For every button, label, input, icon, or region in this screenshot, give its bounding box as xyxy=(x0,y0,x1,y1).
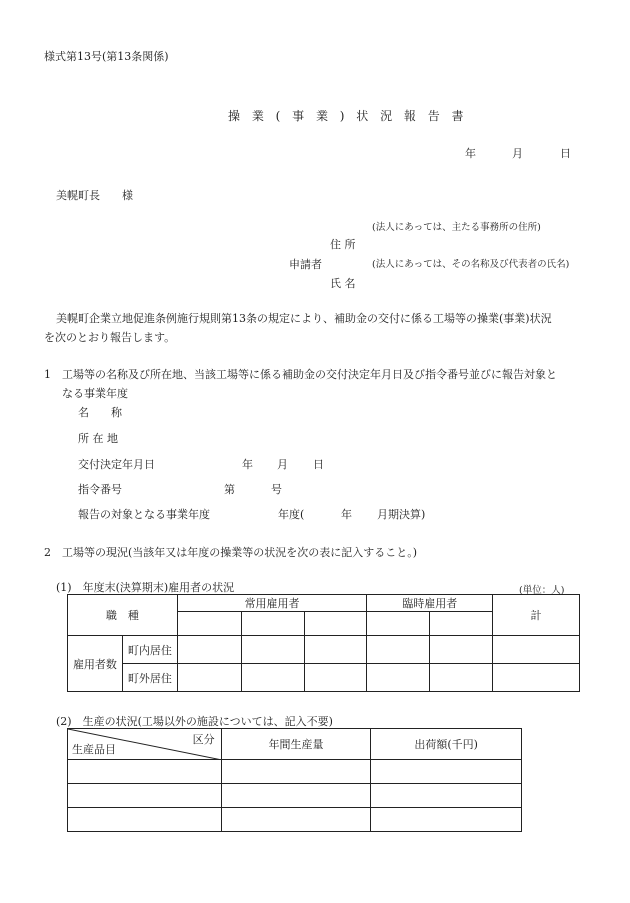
regular-subtype-cell[interactable] xyxy=(241,612,304,636)
name-note: (法人にあっては、その名称及び代表者の氏名) xyxy=(372,259,570,270)
production-table xyxy=(67,728,522,832)
facility-location-label: 所 在 地 xyxy=(78,432,118,445)
header-category: 区分 xyxy=(192,733,215,746)
header-total: 計 xyxy=(493,595,580,636)
employment-table xyxy=(67,594,580,692)
order-number-label: 指令番号 xyxy=(78,483,122,496)
table-cell[interactable] xyxy=(430,636,493,664)
row-out-town-label: 町外居住 xyxy=(122,664,177,692)
employment-table-title: (1) 年度末(決算期末)雇用者の状況 xyxy=(56,581,235,594)
page-title: 操 業 ( 事 業 ) 状 況 報 告 書 xyxy=(228,109,468,123)
row-employees-label: 雇用者数 xyxy=(68,636,123,692)
fiscal-nendo-label: 年度( xyxy=(278,508,305,521)
table-cell[interactable] xyxy=(367,636,430,664)
header-job-type: 職 種 xyxy=(68,595,178,636)
table-cell[interactable] xyxy=(493,664,580,692)
table-cell[interactable] xyxy=(304,636,367,664)
header-shipment-value: 出荷額(千円) xyxy=(371,729,522,760)
order-go-label: 号 xyxy=(271,483,282,496)
header-product: 生産品目 xyxy=(72,743,116,756)
name-label: 氏 名 xyxy=(330,277,356,290)
regular-subtype-cell[interactable] xyxy=(304,612,367,636)
address-label: 住 所 xyxy=(330,238,356,251)
date-day-label: 日 xyxy=(560,147,571,160)
order-dai-label: 第 xyxy=(224,483,235,496)
facility-name-label: 名 称 xyxy=(78,406,122,419)
production-table-title: (2) 生産の状況(工場以外の施設については、記入不要) xyxy=(56,715,333,728)
row-in-town-label: 町内居住 xyxy=(122,636,177,664)
header-temporary-employees: 臨時雇用者 xyxy=(367,595,493,612)
table-cell[interactable] xyxy=(221,808,371,832)
decision-year-label: 年 xyxy=(242,458,253,471)
body-text-line1: 美幌町企業立地促進条例施行規則第13条の規定により、補助金の交付に係る工場等の操業(事業)状況 xyxy=(56,312,552,325)
header-regular-employees: 常用雇用者 xyxy=(177,595,367,612)
applicant-label: 申請者 xyxy=(289,258,322,271)
temporary-subtype-cell[interactable] xyxy=(430,612,493,636)
table-cell[interactable] xyxy=(221,760,371,784)
table-cell[interactable] xyxy=(371,808,522,832)
table-cell[interactable] xyxy=(68,808,222,832)
regular-subtype-cell[interactable] xyxy=(177,612,241,636)
temporary-subtype-cell[interactable] xyxy=(367,612,430,636)
fiscal-year-unit: 年 xyxy=(341,508,352,521)
table-cell[interactable] xyxy=(304,664,367,692)
section1-heading-line1: 1 工場等の名称及び所在地、当該工場等に係る補助金の交付決定年月日及び指令番号並びに報告対象と xyxy=(44,368,557,381)
table-cell[interactable] xyxy=(221,784,371,808)
date-month-label: 月 xyxy=(512,147,523,160)
address-note: (法人にあっては、主たる事務所の住所) xyxy=(372,222,541,233)
body-text-line2: を次のとおり報告します。 xyxy=(44,331,176,344)
decision-date-label: 交付決定年月日 xyxy=(78,458,155,471)
fiscal-month-end-label: 月期決算) xyxy=(377,508,426,521)
table-cell[interactable] xyxy=(367,664,430,692)
fiscal-year-label: 報告の対象となる事業年度 xyxy=(78,508,210,521)
section1-heading-line2: なる事業年度 xyxy=(62,387,128,400)
table-cell[interactable] xyxy=(241,664,304,692)
table-cell[interactable] xyxy=(68,784,222,808)
section2-heading: 2 工場等の現況(当該年又は年度の操業等の状況を次の表に記入すること。) xyxy=(44,546,418,559)
table-cell[interactable] xyxy=(177,636,241,664)
header-diagonal-cell xyxy=(68,729,222,760)
decision-month-label: 月 xyxy=(277,458,288,471)
header-annual-production: 年間生産量 xyxy=(221,729,371,760)
decision-day-label: 日 xyxy=(313,458,324,471)
table-cell[interactable] xyxy=(371,760,522,784)
date-year-label: 年 xyxy=(465,147,476,160)
table-cell[interactable] xyxy=(371,784,522,808)
table-cell[interactable] xyxy=(177,664,241,692)
table-cell[interactable] xyxy=(430,664,493,692)
form-number: 様式第13号(第13条関係) xyxy=(44,50,169,63)
table-cell[interactable] xyxy=(493,636,580,664)
addressee: 美幌町長 様 xyxy=(56,189,133,202)
table-cell[interactable] xyxy=(68,760,222,784)
employment-table-unit: (単位：人) xyxy=(519,585,565,596)
table-cell[interactable] xyxy=(241,636,304,664)
